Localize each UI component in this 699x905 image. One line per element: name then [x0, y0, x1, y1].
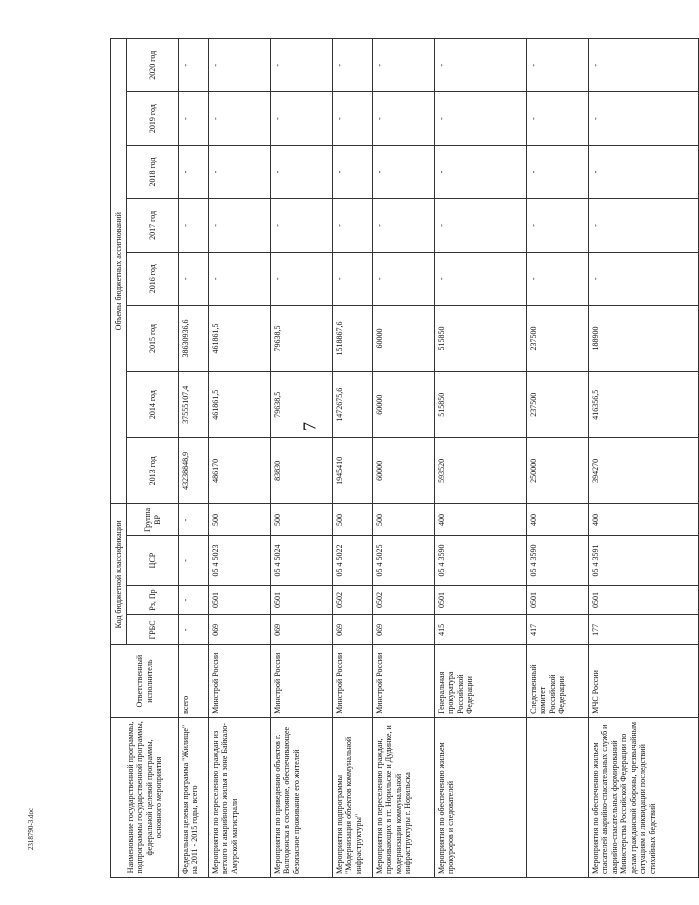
row-value: - — [209, 252, 271, 305]
budget-table — [110, 38, 699, 878]
row-value: 60000 — [373, 372, 435, 438]
row-value: - — [179, 199, 209, 252]
table-row — [333, 39, 373, 878]
row-value: - — [527, 39, 589, 93]
footer-filename: 2318790-3.doc — [27, 807, 35, 851]
header-rzpr: Рз, Пр — [127, 585, 179, 615]
header-year: 2018 год — [127, 145, 179, 198]
row-value: - — [527, 92, 589, 145]
row-value: 60000 — [373, 305, 435, 371]
row-name: Мероприятия по переселению граждан, проживающих в гг. Норильске и Дудинке, и модернизации коммунальной инфраструктуры г. Норильска — [373, 717, 435, 877]
row-rzpr: 0501 — [589, 585, 699, 615]
table-body — [179, 39, 699, 878]
row-value: - — [373, 199, 435, 252]
header-year: 2016 год — [127, 252, 179, 305]
row-value: 515850 — [435, 305, 527, 371]
row-name: Мероприятия по обеспечению жильем спасателей аварийно-спасательных служб и аварийно-спасательных формирований Министерства Российской Федерации по делам гражданской обороны, чрезвычайным ситуациям и ликвидации последствий стихийных бедствий — [589, 717, 699, 877]
row-value: - — [271, 145, 333, 198]
row-value: - — [435, 252, 527, 305]
row-rzpr: 0502 — [373, 585, 435, 615]
row-csr: - — [179, 536, 209, 585]
header-year: 2014 год — [127, 372, 179, 438]
header-year: 2015 год — [127, 305, 179, 371]
row-name: Мероприятия по приведению объектов г. Волгодонска в состояние, обеспечивающее безопасное проживание его жителей — [271, 717, 333, 877]
budget-table-container — [110, 38, 657, 878]
row-value: - — [589, 39, 699, 93]
row-value: 83830 — [271, 438, 333, 504]
header-year: 2017 год — [127, 199, 179, 252]
row-grbs: 069 — [333, 615, 373, 645]
row-value: 461861,5 — [209, 305, 271, 371]
row-value: - — [179, 92, 209, 145]
row-value: - — [179, 145, 209, 198]
row-value: - — [527, 199, 589, 252]
row-value: - — [333, 252, 373, 305]
table-row — [435, 39, 527, 878]
row-csr: 05 4 5024 — [271, 536, 333, 585]
row-name: Федеральная целевая программа "Жилище" на 2011 - 2015 годы, всего — [179, 717, 209, 877]
row-value: 79638,5 — [271, 305, 333, 371]
row-executor: Следственный комитет Российской Федерации — [527, 645, 589, 718]
row-value: - — [271, 199, 333, 252]
row-vr: 400 — [527, 504, 589, 536]
row-executor: Минстрой России — [373, 645, 435, 718]
row-value: - — [435, 199, 527, 252]
row-value: - — [373, 92, 435, 145]
row-value: - — [589, 92, 699, 145]
row-value: 515850 — [435, 372, 527, 438]
row-value: 250000 — [527, 438, 589, 504]
row-value: - — [333, 92, 373, 145]
row-grbs: 069 — [271, 615, 333, 645]
row-grbs: 069 — [209, 615, 271, 645]
row-value: 38630936,6 — [179, 305, 209, 371]
row-rzpr: 0501 — [527, 585, 589, 615]
row-value: - — [209, 199, 271, 252]
row-value: 461861,5 — [209, 372, 271, 438]
row-rzpr: 0501 — [271, 585, 333, 615]
row-value: 43238848,9 — [179, 438, 209, 504]
row-vr: 500 — [333, 504, 373, 536]
row-executor: Минстрой России — [209, 645, 271, 718]
header-grbs: ГРБС — [127, 615, 179, 645]
row-vr: 400 — [435, 504, 527, 536]
row-value: 394270 — [589, 438, 699, 504]
row-name: Мероприятия по обеспечению жильем прокуроров и следователей — [435, 717, 527, 877]
table-row — [179, 39, 209, 878]
row-value: - — [179, 39, 209, 93]
row-value: - — [435, 145, 527, 198]
row-value: 1472675,6 — [333, 372, 373, 438]
row-executor: Минстрой России — [333, 645, 373, 718]
page-number: 7 — [299, 422, 320, 431]
row-value: - — [209, 92, 271, 145]
row-executor: Минстрой России — [271, 645, 333, 718]
row-rzpr: 0501 — [209, 585, 271, 615]
header-volumes: Объемы бюджетных ассигнований — [111, 39, 127, 504]
row-rzpr: - — [179, 585, 209, 615]
row-name: Мероприятия подпрограммы "Модернизация объектов коммунальной инфраструктуры" — [333, 717, 373, 877]
row-value: - — [333, 145, 373, 198]
row-value: - — [209, 39, 271, 93]
row-executor: Генеральная прокуратура Российской Федерации — [435, 645, 527, 718]
row-value: - — [589, 252, 699, 305]
header-name: Наименование государственной программы, подпрограммы государственной программы, федеральной целевой программы, основного мероприятия — [111, 717, 179, 877]
row-grbs: 069 — [373, 615, 435, 645]
row-value: 79638,5 — [271, 372, 333, 438]
row-vr: 500 — [209, 504, 271, 536]
row-value: - — [435, 39, 527, 93]
row-value: - — [209, 145, 271, 198]
row-csr: 05 4 5025 — [373, 536, 435, 585]
row-rzpr: 0502 — [333, 585, 373, 615]
row-csr: 05 4 3591 — [589, 536, 699, 585]
row-csr: 05 4 3590 — [435, 536, 527, 585]
row-value: - — [527, 145, 589, 198]
row-value: 60000 — [373, 438, 435, 504]
header-year: 2019 год — [127, 92, 179, 145]
table-row — [271, 39, 333, 878]
header-year: 2020 год — [127, 39, 179, 93]
row-value: 416356,5 — [589, 372, 699, 438]
table-row — [527, 39, 589, 878]
row-value: - — [373, 252, 435, 305]
row-value: - — [179, 252, 209, 305]
header-year: 2013 год — [127, 438, 179, 504]
header-budget-code: Код бюджетной классификации — [111, 504, 127, 645]
row-value: 1945410 — [333, 438, 373, 504]
header-vr: Группа ВР — [127, 504, 179, 536]
table-row — [209, 39, 271, 878]
row-value: - — [271, 252, 333, 305]
row-vr: 500 — [373, 504, 435, 536]
table-row — [373, 39, 435, 878]
row-value: 593520 — [435, 438, 527, 504]
row-vr: - — [179, 504, 209, 536]
row-value: 1518867,6 — [333, 305, 373, 371]
row-executor: МЧС России — [589, 645, 699, 718]
row-value: 37555107,4 — [179, 372, 209, 438]
row-value: - — [271, 39, 333, 93]
row-value: - — [435, 92, 527, 145]
row-csr: 05 4 5023 — [209, 536, 271, 585]
header-csr: ЦСР — [127, 536, 179, 585]
row-value: - — [271, 92, 333, 145]
row-value: 486170 — [209, 438, 271, 504]
row-value: - — [373, 145, 435, 198]
row-value: 237500 — [527, 372, 589, 438]
row-name — [527, 717, 589, 877]
row-csr: 05 4 5022 — [333, 536, 373, 585]
header-executor: Ответственный исполнитель — [111, 645, 179, 718]
row-grbs: - — [179, 615, 209, 645]
row-rzpr: 0501 — [435, 585, 527, 615]
row-value: - — [373, 39, 435, 93]
row-executor: всего — [179, 645, 209, 718]
row-value: - — [333, 199, 373, 252]
row-value: 237500 — [527, 305, 589, 371]
row-value: 188900 — [589, 305, 699, 371]
row-value: - — [527, 252, 589, 305]
row-vr: 500 — [271, 504, 333, 536]
row-name: Мероприятия по переселению граждан из ветхого и аварийного жилья в зоне Байкало-Амурской магистрали — [209, 717, 271, 877]
row-csr: 05 4 3590 — [527, 536, 589, 585]
row-value: - — [589, 145, 699, 198]
row-grbs: 415 — [435, 615, 527, 645]
table-row — [589, 39, 699, 878]
row-value: - — [589, 199, 699, 252]
row-value: - — [333, 39, 373, 93]
row-vr: 400 — [589, 504, 699, 536]
row-grbs: 177 — [589, 615, 699, 645]
row-grbs: 417 — [527, 615, 589, 645]
